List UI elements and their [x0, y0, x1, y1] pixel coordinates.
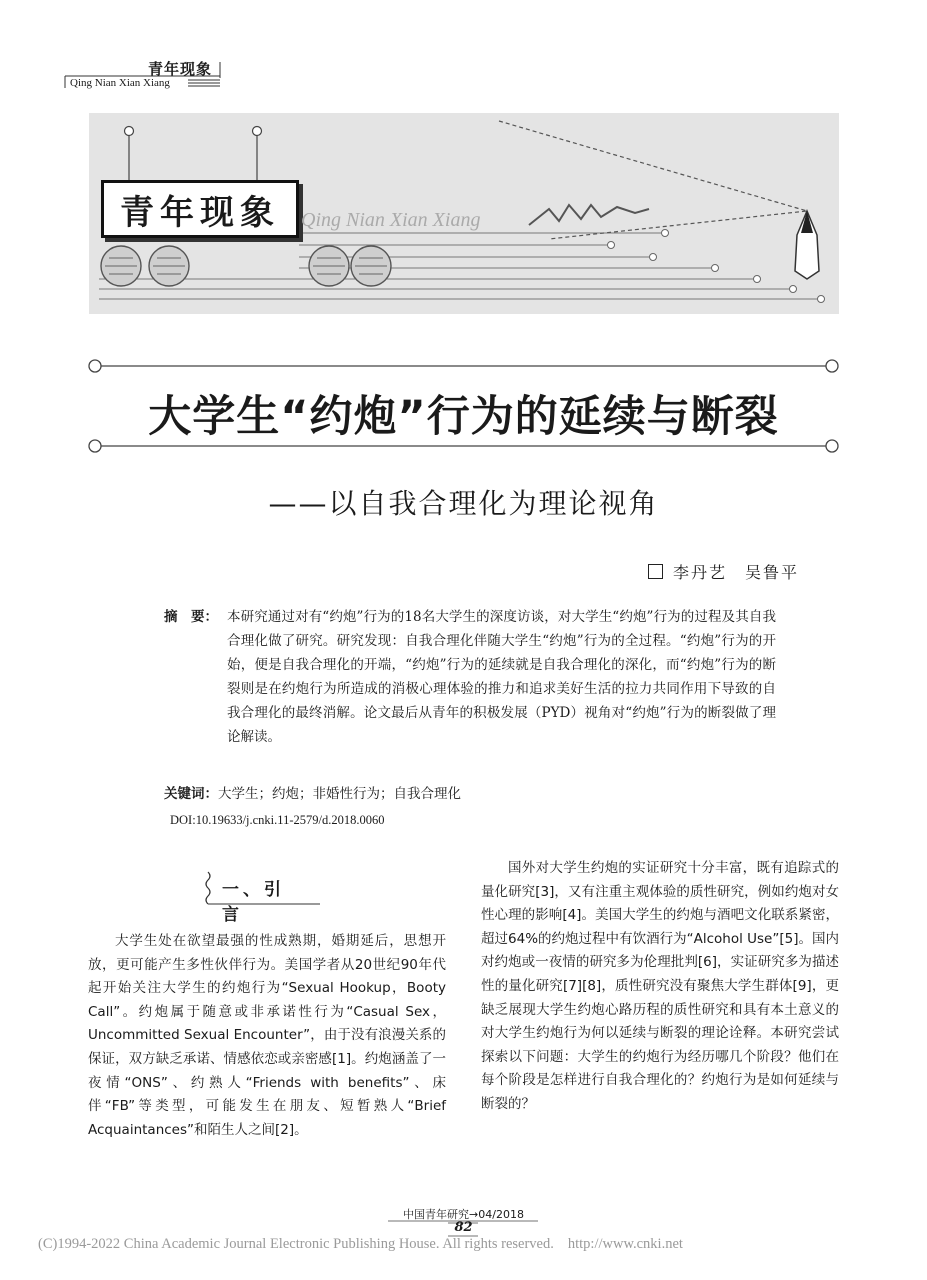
banner-script-text: Qing Nian Xian Xiang [301, 209, 481, 231]
section-heading-text: 一、引 言 [222, 880, 306, 925]
body-left-column: 大学生处在欲望最强的性成熟期，婚期延后，思想开放，更可能产生多性伙伴行为。美国学者从20世纪90年代起开始关注大学生的约炮行为“Sexual Hookup，Booty Call”。约炮属于随意或非承诺性行为“Casual Sex，Uncommitted Sexual Encounter”，由于没有浪漫关系的保证，双方缺乏承诺、情感依恋或亲密感[1]。约炮涵盖了一夜情“ONS”、约熟人“Friends with benefits”、床伴“FB”等类型，可能发生在朋友、短暂熟人“Brief Acquaintances”和陌生人之间[2]。 [88, 933, 446, 1138]
folio-journal: 中国青年研究→04/2018 [403, 1208, 524, 1221]
banner-label: 青年现象 [120, 192, 280, 233]
running-header-section: 青年现象 [148, 60, 213, 78]
keywords [164, 782, 461, 802]
author-line [648, 560, 799, 583]
doi: DOI:10.19633/j.cnki.11-2579/d.2018.0060 [170, 813, 385, 827]
copyright-line [38, 1236, 683, 1253]
keywords-label: 关键词： [164, 786, 218, 802]
section-heading [202, 870, 322, 925]
article-subtitle: ——以自我合理化为理论视角 [268, 487, 659, 520]
page-number: 82 [454, 1220, 473, 1235]
body-right-column: 国外对大学生约炮的实证研究十分丰富，既有追踪式的量化研究[3]，又有注重主观体验的质性研究，例如约炮对女性心理的影响[4]。美国大学生的约炮与酒吧文化联系紧密，超过64%的约炮过程中有饮酒行为“Alcohol Use”[5]。国内对约炮或一夜情的研究多为伦理批判[6]，实证研究多为描述性的量化研究[7][8]，质性研究没有聚焦大学生群体[9]，更缺乏展现大学生约炮心路历程的质性研究和具有本土意义的对大学生约炮行为何以延续与断裂的理论诠释。本研究尝试探索以下问题：大学生的约炮行为经历哪几个阶段？他们在每个阶段是怎样进行自我合理化的？约炮行为是如何延续与断裂的？ [481, 860, 839, 1112]
abstract-label: 摘 要： [164, 609, 218, 625]
keywords-text: 大学生；约炮；非婚性行为；自我合理化 [218, 786, 461, 802]
abstract-text: 本研究通过对有“约炮”行为的18名大学生的深度访谈，对大学生“约炮”行为的过程及其自我合理化做了研究。研究发现：自我合理化伴随大学生“约炮”行为的全过程。“约炮”行为的开始，便是自我合理化的开端，“约炮”行为的延续就是自我合理化的深化，而“约炮”行为的断裂则是在约炮行为所造成的消极心理体验的推力和追求美好生活的拉力共同作用下导致的自我合理化的最终消解。论文最后从青年的积极发展（PYD）视角对“约炮”行为的断裂做了理论解读。 [227, 609, 776, 745]
copyright-text: (C)1994-2022 China Academic Journal Electronic Publishing House. All rights reserved. [38, 1236, 554, 1252]
running-header-rules [60, 62, 230, 92]
running-header-pinyin: Qing Nian Xian Xiang [70, 77, 170, 89]
abstract [164, 605, 776, 749]
banner-label-box [101, 180, 299, 238]
author-names: 李丹艺 吴鲁平 [673, 563, 800, 582]
column-banner [89, 113, 839, 314]
article-title: 大学生“约炮”行为的延续与断裂 [148, 392, 779, 442]
author-box-icon [648, 564, 663, 579]
copyright-url: http://www.cnki.net [567, 1236, 683, 1252]
